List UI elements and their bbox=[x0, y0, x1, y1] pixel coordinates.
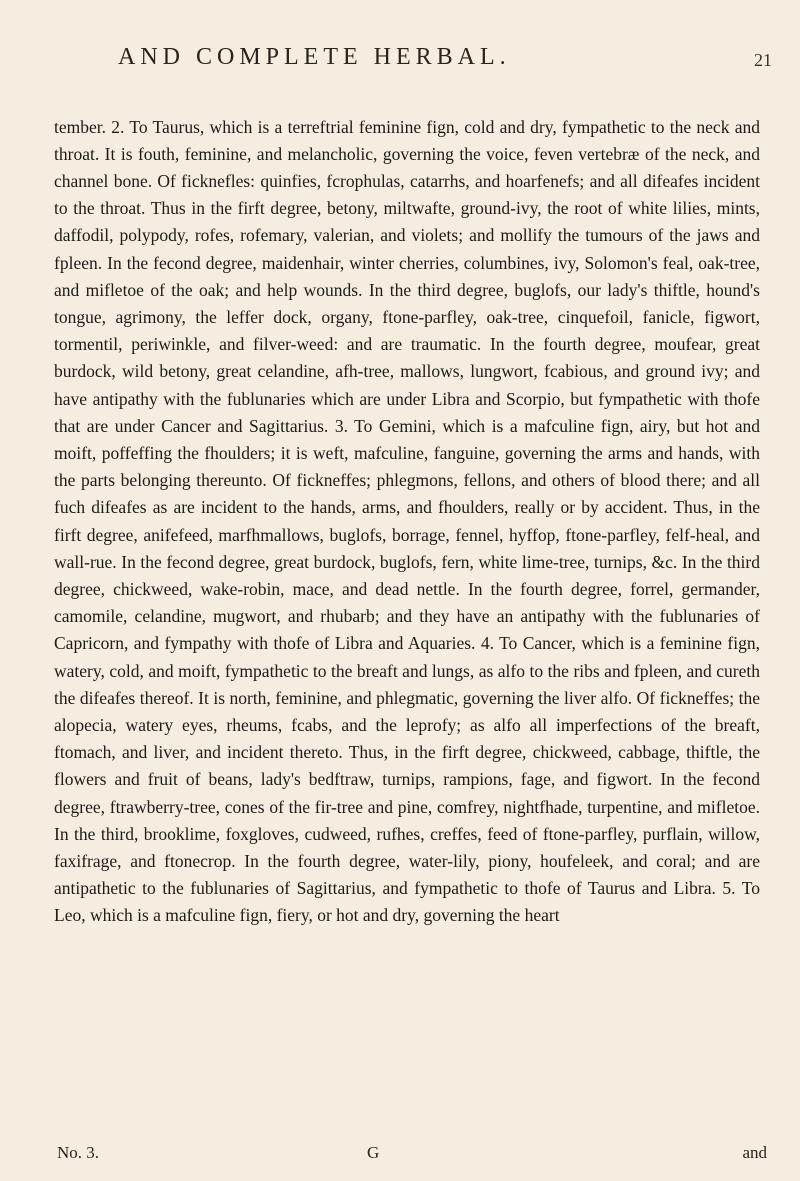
page-number: 21 bbox=[754, 50, 772, 70]
body-paragraph: tember. 2. To Taurus, which is a terreftrial feminine fign, cold and dry, fympathetic to the neck and throat. It is fouth, feminine, and melancholic, governing the voice, feven vertebræ of the neck, and channel bone. Of ficknefles: quinfies, fcrophulas, catarrhs, and hoarfenefs; and all difeafes incident to the throat. Thus in the firft degree, betony, miltwafte, ground-ivy, the root of white lilies, mints, daffodil, polypody, rofes, rofemary, valerian, and violets; and mollify the tumours of the jaws and fpleen. In the fecond degree, maidenhair, winter cherries, columbines, ivy, Solomon's feal, oak-tree, and mifletoe of the oak; and help wounds. In the third degree, buglofs, our lady's thiftle, hound's tongue, agrimony, the leffer dock, organy, ftone-parfley, oak-tree, cinquefoil, fanicle, figwort, tormentil, periwinkle, and filver-weed: and are traumatic. In the fourth degree, moufear, great burdock, wild betony, great celandine, afh-tree, mallows, lungwort, fcabious, and ground ivy; and have antipathy with the fublunaries which are under Libra and Scorpio, but fympathetic with thofe that are under Cancer and Sagittarius. 3. To Gemini, which is a mafculine fign, airy, but hot and moift, poffeffing the fhoulders; it is weft, mafculine, fanguine, governing the arms and hands, with the parts belonging thereunto. Of fickneffes; phlegmons, fellons, and others of blood there; and all fuch difeafes as are incident to the hands, arms, and fhoulders, really or by accident. Thus, in the firft degree, anifefeed, marfhmallows, buglofs, borrage, fennel, hyffop, ftone-parfley, felf-heal, and wall-rue. In the fecond degree, great burdock, buglofs, fern, white lime-tree, turnips, &c. In the third degree, chickweed, wake-robin, mace, and dead nettle. In the fourth degree, forrel, germander, camomile, celandine, mugwort, and rhubarb; and they have an antipathy with the fublunaries of Capricorn, and fympathy with thofe of Libra and Aquaries. 4. To Cancer, which is a feminine fign, watery, cold, and moift, fympathetic to the breaft and lungs, as alfo to the ribs and fpleen, and cureth the difeafes thereof. It is north, feminine, and phlegmatic, governing the liver alfo. Of fickneffes; the alopecia, watery eyes, rheums, fcabs, and the leprofy; as alfo all imperfections of the breaft, ftomach, and liver, and incident thereto. Thus, in the firft degree, chickweed, cabbage, thiftle, the flowers and fruit of beans, lady's bedftraw, turnips, rampions, fage, and figwort. In the fecond degree, ftrawberry-tree, cones of the fir-tree and pine, comfrey, nightfhade, turpentine, and mifletoe. In the third, brooklime, foxgloves, cudweed, rufhes, creffes, feed of ftone-parfley, purflain, willow, faxifrage, and ftonecrop. In the fourth degree, water-lily, piony, houfeleek, and coral; and are antipathetic to the fublunaries of Sagittarius, and fympathetic to thofe of Taurus and Libra. 5. To Leo, which is a mafculine fign, fiery, or hot and dry, governing the heart bbox=[54, 116, 760, 926]
catchword: and bbox=[742, 1143, 767, 1162]
signature-mark: No. 3. bbox=[57, 1143, 100, 1162]
page-header bbox=[0, 44, 800, 84]
running-head: AND COMPLETE HERBAL. bbox=[118, 44, 511, 70]
sheet-letter: G bbox=[367, 1143, 380, 1162]
page-footer bbox=[57, 1143, 767, 1173]
